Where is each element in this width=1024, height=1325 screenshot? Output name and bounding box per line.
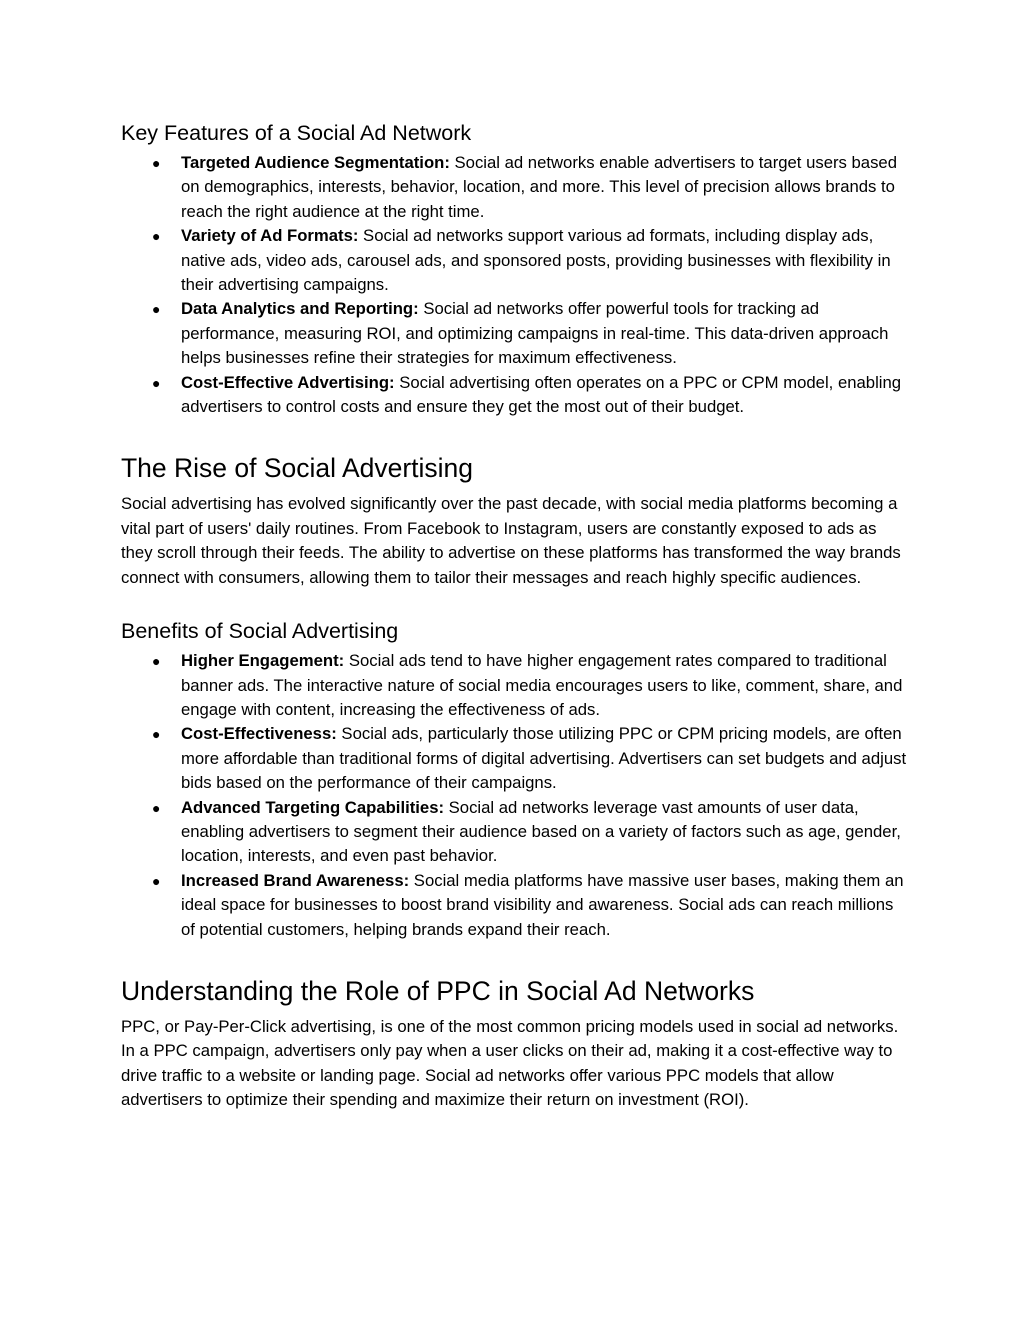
list-item xyxy=(121,224,907,297)
ppc-paragraph: PPC, or Pay-Per-Click advertising, is one of the most common pricing models used in social ad networks. In a PPC campaign, advertisers only pay when a user clicks on their ad, making it a cost-effective way to drive traffic to a website or landing page. Social ad networks offer various PPC models that allow advertisers to optimize their spending and maximize their return on investment (ROI). xyxy=(121,1016,899,1110)
bullet-icon: ● xyxy=(152,155,161,171)
section-heading-benefits: Benefits of Social Advertising xyxy=(121,619,399,644)
list-item-text: Social ad networks leverage vast amounts of user data, enabling advertisers to segment their audience based on a variety of factors such as age, gender, location, interests, and even past behavior. xyxy=(181,797,901,866)
list-item-term: Advanced Targeting Capabilities: xyxy=(181,797,445,817)
list-item xyxy=(121,796,907,869)
benefits-list xyxy=(121,649,907,942)
bullet-icon: ● xyxy=(152,228,161,245)
key-features-list xyxy=(121,151,907,419)
list-item xyxy=(121,151,907,224)
list-item xyxy=(121,869,907,942)
list-item-text: Social advertising often operates on a PPC or CPM model, enabling advertisers to control costs and ensure they get the most out of their budget. xyxy=(181,372,902,417)
list-item-text: Social ads, particularly those utilizing PPC or CPM pricing models, are often more affordable than traditional forms of digital advertising. Advertisers can set budgets and adjust bids based on the performance of their campaigns. xyxy=(181,724,907,793)
list-item-text: Social ad networks support various ad formats, including display ads, native ads, video ads, carousel ads, and sponsored posts, providing businesses with flexibility in their advertising campaigns. xyxy=(181,226,891,295)
list-item-text: Social ad networks enable advertisers to target users based on demographics, interests, behavior, location, and more. This level of precision allows brands to reach the right audience at the right time. xyxy=(181,153,897,221)
section-heading-rise: The Rise of Social Advertising xyxy=(121,453,474,484)
bullet-icon: ● xyxy=(152,799,161,816)
list-item-text: Social ad networks offer powerful tools for tracking ad performance, measuring ROI, and optimizing campaigns in real-time. This data-driven approach helps businesses refine their strategies for maximum effectiveness. xyxy=(181,299,889,368)
list-item-term: Targeted Audience Segmentation: xyxy=(181,153,450,172)
document-page xyxy=(121,116,907,1113)
list-item-term: Cost-Effective Advertising: xyxy=(181,372,395,392)
list-item-term: Cost-Effectiveness: xyxy=(181,724,337,744)
list-item-text: Social ads tend to have higher engagement rates compared to traditional banner ads. The interactive nature of social media encourages users to like, comment, share, and engage with content, increasing the effectiveness of ads. xyxy=(181,651,903,719)
rise-paragraph: Social advertising has evolved significantly over the past decade, with social media platforms becoming a vital part of users' daily routines. From Facebook to Instagram, users are constantly exposed to ads as they scroll through their feeds. The ability to advertise on these platforms has transformed the way brands connect with consumers, allowing them to tailor their messages and reach highly specific audiences. xyxy=(121,494,901,587)
section-heading-ppc: Understanding the Role of PPC in Social Ad Networks xyxy=(121,975,755,1006)
list-item xyxy=(121,371,907,420)
bullet-icon: ● xyxy=(152,374,161,391)
bullet-icon: ● xyxy=(152,726,161,743)
bullet-icon: ● xyxy=(152,872,161,889)
section-heading-key-features: Key Features of a Social Ad Network xyxy=(121,121,472,145)
list-item-term: Higher Engagement: xyxy=(181,651,345,671)
list-item xyxy=(121,297,907,370)
list-item xyxy=(121,649,907,722)
list-item xyxy=(121,722,907,795)
list-item-term: Variety of Ad Formats: xyxy=(181,226,359,246)
bullet-icon: ● xyxy=(152,653,161,670)
list-item-term: Increased Brand Awareness: xyxy=(181,870,410,890)
list-item-term: Data Analytics and Reporting: xyxy=(181,299,419,319)
list-item-text: Social media platforms have massive user bases, making them an ideal space for businesses to boost brand visibility and awareness. Social ads can reach millions of potential customers, helping brands expand their reach. xyxy=(181,870,904,939)
bullet-icon: ● xyxy=(152,301,161,318)
